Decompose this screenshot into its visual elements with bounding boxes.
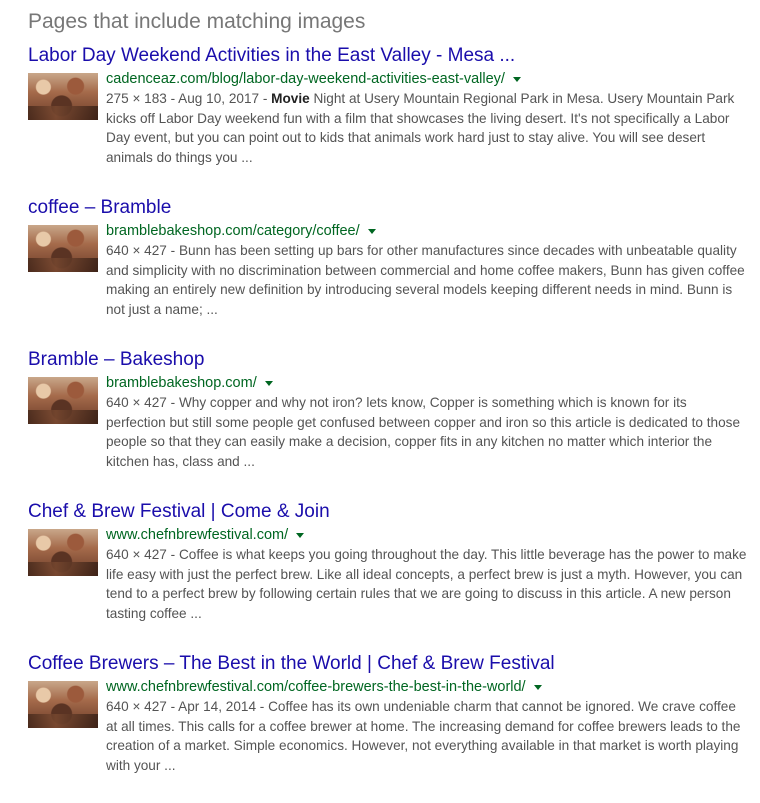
result-body <box>28 525 748 623</box>
result-title-link[interactable]: Labor Day Weekend Activities in the East Valley - Mesa ... <box>28 45 516 66</box>
snippet-text: Coffee has its own undeniable charm that cannot be ignored. We crave coffee at all times. This calls for a coffee brewer at home. The increasing demand for coffee brewers leads to the creation of a market. Simple economics. However, not everything available in that market is worth playing with your ... <box>106 699 741 773</box>
result-thumbnail[interactable] <box>28 681 98 728</box>
result-body <box>28 373 748 471</box>
search-result <box>28 195 748 347</box>
result-body <box>28 677 748 775</box>
dropdown-arrow-icon[interactable] <box>368 229 376 234</box>
snippet-bold-term: Movie <box>271 91 310 106</box>
snippet-text: Coffee is what keeps you going throughout the day. This little beverage has the power to make life easy with just the perfect brew. Like all ideal concepts, a perfect brew is just a myth. However, you can tend to a perfect brew by following certain rules that we are going to discuss in this article. A new person tasting coffee ... <box>106 547 747 621</box>
result-url[interactable]: www.chefnbrewfestival.com/ <box>106 527 289 543</box>
result-text <box>106 221 748 319</box>
dropdown-arrow-icon[interactable] <box>534 685 542 690</box>
url-line <box>106 69 748 89</box>
results-list <box>28 43 748 803</box>
result-snippet <box>106 241 748 319</box>
result-text <box>106 69 748 167</box>
search-result <box>28 43 748 195</box>
result-thumbnail[interactable] <box>28 529 98 576</box>
dropdown-arrow-icon[interactable] <box>513 77 521 82</box>
search-result <box>28 499 748 651</box>
result-meta: 275 × 183 - Aug 10, 2017 - <box>106 91 272 106</box>
url-line <box>106 221 748 241</box>
result-thumbnail[interactable] <box>28 377 98 424</box>
result-text <box>106 677 748 775</box>
result-url[interactable]: www.chefnbrewfestival.com/coffee-brewers-the-best-in-the-world/ <box>106 679 526 695</box>
result-meta: 640 × 427 - <box>106 547 179 562</box>
result-thumbnail[interactable] <box>28 225 98 272</box>
result-url[interactable]: cadenceaz.com/blog/labor-day-weekend-activities-east-valley/ <box>106 71 505 87</box>
result-title-link[interactable]: coffee – Bramble <box>28 197 172 218</box>
result-snippet <box>106 697 748 775</box>
dropdown-arrow-icon[interactable] <box>265 381 273 386</box>
snippet-text: Why copper and why not iron? lets know, Copper is something which is known for its perfection but still some people get confused between copper and iron so this article is dedicated to those people so that they can easily make a decision, copper fits in any kitchen no matter which interior the kitchen has, class and ... <box>106 395 741 469</box>
result-meta: 640 × 427 - Apr 14, 2014 - <box>106 699 269 714</box>
result-meta: 640 × 427 - <box>106 243 179 258</box>
result-url[interactable]: bramblebakeshop.com/ <box>106 375 257 391</box>
result-body <box>28 69 748 167</box>
result-thumbnail[interactable] <box>28 73 98 120</box>
url-line <box>106 677 748 697</box>
url-line <box>106 373 748 393</box>
result-title-link[interactable]: Chef & Brew Festival | Come & Join <box>28 501 330 522</box>
dropdown-arrow-icon[interactable] <box>296 533 304 538</box>
url-line <box>106 525 748 545</box>
result-title-link[interactable]: Coffee Brewers – The Best in the World | Chef & Brew Festival <box>28 653 555 674</box>
result-text <box>106 525 748 623</box>
result-text <box>106 373 748 471</box>
search-result <box>28 347 748 499</box>
search-result <box>28 651 748 803</box>
snippet-text: Night at Usery Mountain Regional Park in Mesa. Usery Mountain Park kicks off Labor Day weekend fun with a film that showcases the living desert. It's not specifically a Labor Day event, but you can point out to kids that animals work hard just to stay alive. You will see desert animals do things you ... <box>106 91 735 165</box>
result-title-link[interactable]: Bramble – Bakeshop <box>28 349 205 370</box>
result-snippet <box>106 545 748 623</box>
result-url[interactable]: bramblebakeshop.com/category/coffee/ <box>106 223 360 239</box>
result-snippet <box>106 393 748 471</box>
result-meta: 640 × 427 - <box>106 395 179 410</box>
result-snippet <box>106 89 748 167</box>
snippet-text: Bunn has been setting up bars for other manufactures since decades with unbeatable quality and simplicity with no discrimination between commercial and home coffee makers, Bunn has given coffee making an entirely new definition by introducing several models keeping different needs in mind. Bunn is not just a name; ... <box>106 243 745 317</box>
section-heading: Pages that include matching images <box>28 10 366 33</box>
result-body <box>28 221 748 319</box>
